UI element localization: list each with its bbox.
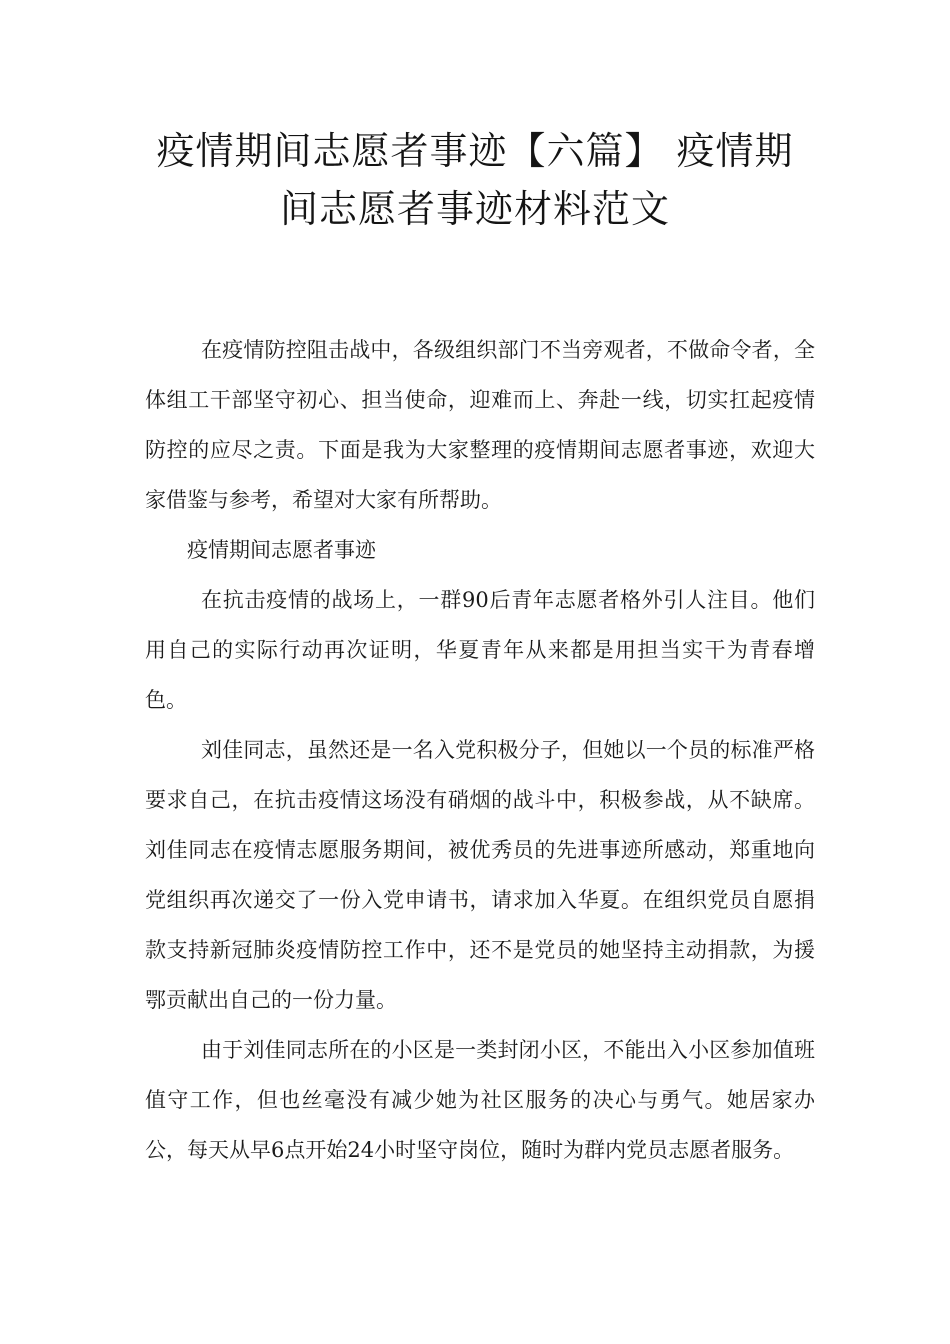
paragraph-liu-jia: 刘佳同志，虽然还是一名入党积极分子，但她以一个员的标准严格要求自己，在抗击疫情这场没有硝烟的战斗中，积极参战，从不缺席。刘佳同志在疫情志愿服务期间，被优秀员的先进事迹所感动，郑重地向党组织再次递交了一份入党申请书，请求加入华夏。在组织党员自愿捐款支持新冠肺炎疫情防控工作中，还不是党员的她坚持主动捐款，为援鄂贡献出自己的一份力量。	[145, 738, 815, 1012]
document-body	[145, 325, 815, 1175]
section-heading: 疫情期间志愿者事迹	[187, 538, 376, 562]
paragraph-intro: 在疫情防控阻击战中，各级组织部门不当旁观者，不做命令者，全体组工干部坚守初心、担当使命，迎难而上、奔赴一线，切实扛起疫情防控的应尽之责。下面是我为大家整理的疫情期间志愿者事迹，欢迎大家借鉴与参考，希望对大家有所帮助。	[145, 338, 815, 512]
title-line-2: 间志愿者事迹材料范文	[279, 187, 670, 231]
paragraph-home-service: 由于刘佳同志所在的小区是一类封闭小区，不能出入小区参加值班值守工作，但也丝毫没有减少她为社区服务的决心与勇气。她居家办公，每天从早6点开始24小时坚守岗位，随时为群内党员志愿者服务。	[145, 1038, 815, 1162]
document-title	[130, 122, 820, 238]
paragraph-youth-volunteers: 在抗击疫情的战场上，一群90后青年志愿者格外引人注目。他们用自己的实际行动再次证明，华夏青年从来都是用担当实干为青春增色。	[145, 588, 815, 712]
title-line-1: 疫情期间志愿者事迹【六篇】 疫情期	[156, 129, 794, 173]
